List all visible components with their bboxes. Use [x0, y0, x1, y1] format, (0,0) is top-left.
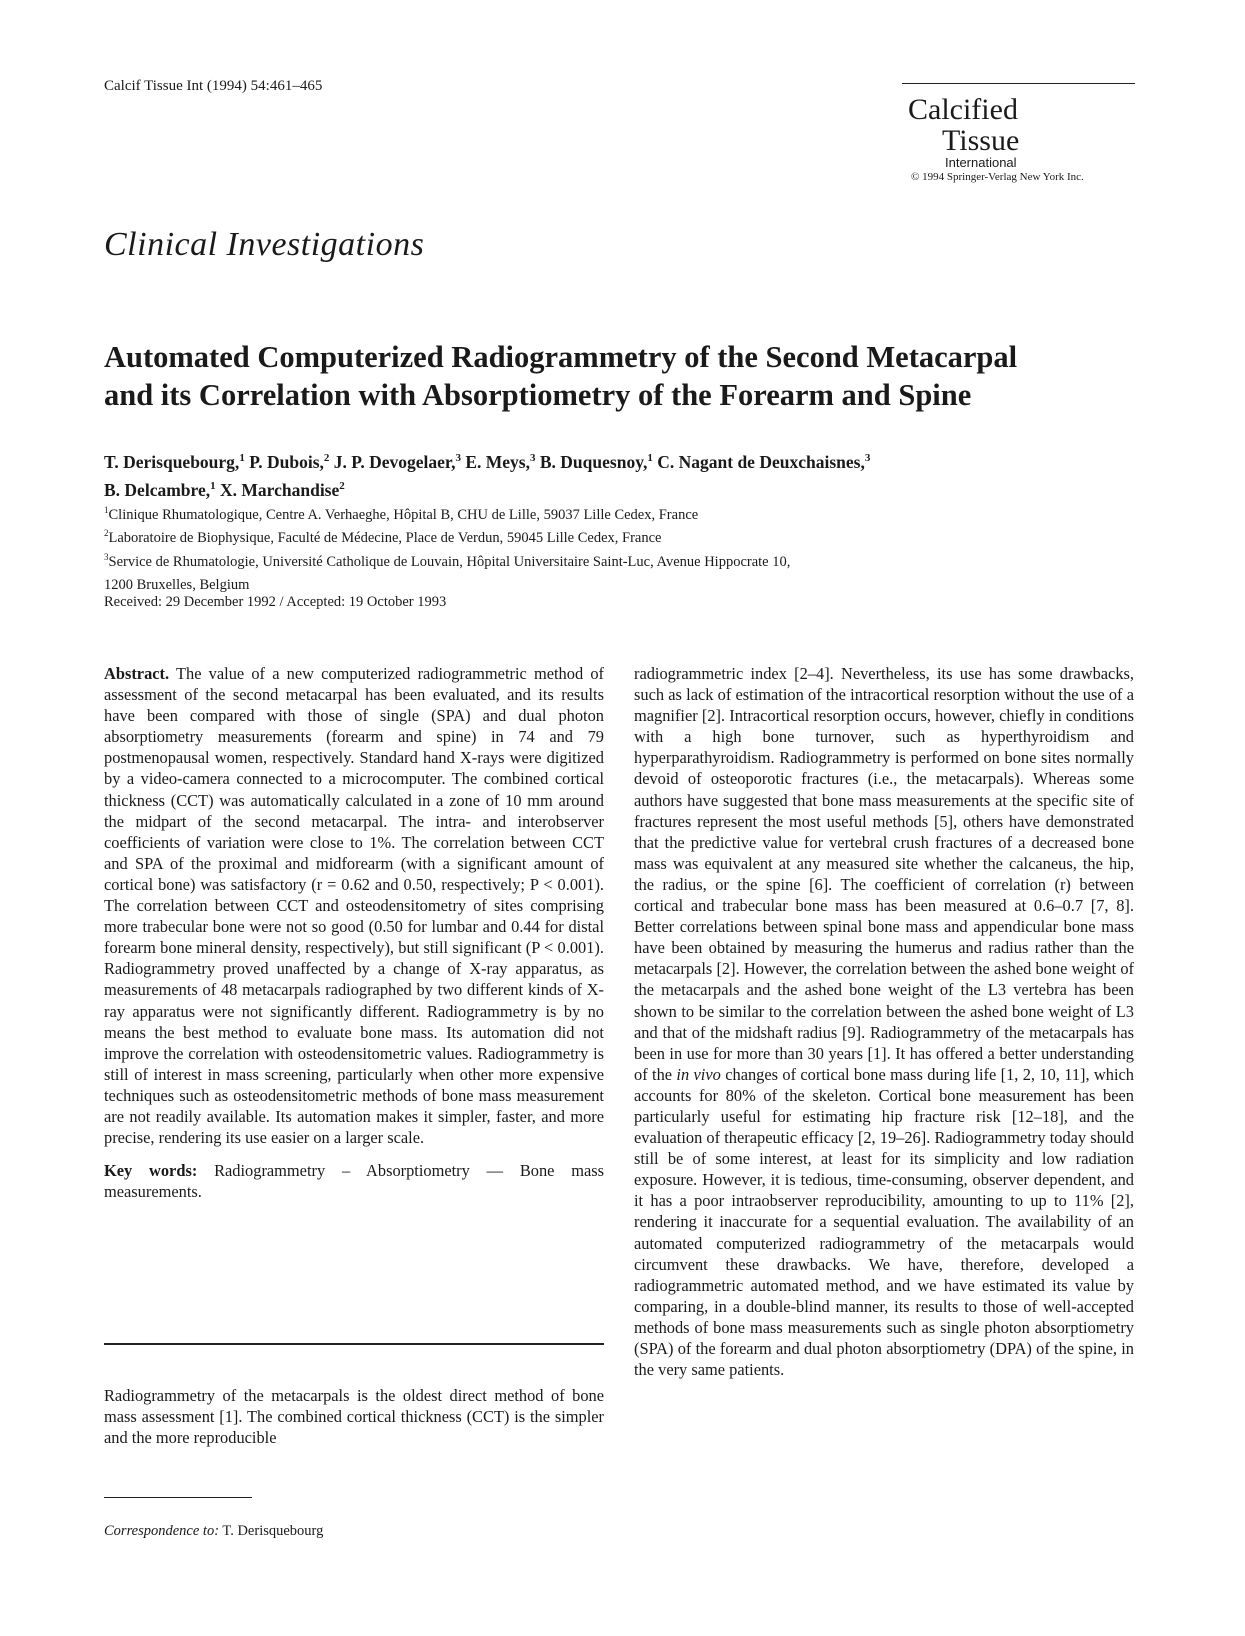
received-dates: Received: 29 December 1992 / Accepted: 19 October 1993	[104, 594, 447, 610]
affiliation: $^2$Laboratoire de Biophysique, Faculté de Médecine, Place de Verdun, 59045 Lille Cedex, France	[104, 528, 662, 547]
body-paragraph: radiogrammetric index [2–4]. Nevertheless, its use has some drawbacks, such as lack of estimation of the intracortical resorption without the use of a magnifier [2]. Intracortical resorption occurs, however, chiefly in conditions with a high bone turnover, such as hyperthyroidism and hyperparathyroidism. Radiogrammetry is performed on bone sites normally devoid of osteoporotic fractures (i.e., the metacarpals). Whereas some authors have suggested that bone mass measurements at the specific site of fractures represent the most useful methods [5], others have demonstrated that the predictive value for vertebral crush fractures of a decreased bone mass was equivalent at any measured site whether the calcaneus, the hip, the radius, or the spine [6]. The coefficient of correlation (r) between cortical and trabecular bone mass has been measured at 0.6–0.7 [7, 8]. Better correlations between spinal bone mass and appendicular bone mass have been obtained by measuring the humerus and radius rather than the metacarpals [2]. However, the correlation between the ashed bone weight of the metacarpals and the ashed bone weight of the L3 vertebra has been shown to be similar to the correlation between the ashed bone weight of L3 and that of the midshaft radius [9]. Radiogrammetry of the metacarpals has been in use for more than 30 years [1]. It has offered a better understanding of the in vivo changes of cortical bone mass during life [1, 2, 10, 11], which accounts for 80% of the skeleton. Cortical bone measurement has been particularly useful for estimating hip fracture risk [12–18], and the evaluation of therapeutic efficacy [2, 19–26]. Radiogrammetry today should still be of some interest, at least for its simplicity and low radiation exposure. However, it is tedious, time-consuming, observer dependent, and it has a poor intraobserver reproducibility, amounting to up to 11% [2], rendering it inaccurate for a sequential evaluation. The availability of an automated computerized radiogrammetry of the metacarpals would circumvent these drawbacks. We have, therefore, developed a radiogrammetric automated method, and we have estimated its value by comparing, in a double-blind manner, its results to those of well-accepted methods of bone mass measurements such as single photon absorptiometry (SPA) of the forearm and dual photon absorptiometry (DPA) of the spine, in the very same patients.	[634, 664, 1134, 1380]
section-heading: Clinical Investigations	[104, 226, 425, 263]
author-list	[104, 446, 1164, 502]
title-line-1: Automated Computerized Radiogrammetry of the Second Metacarpal	[104, 340, 1018, 374]
keywords-label: Key words:	[104, 1161, 198, 1181]
affiliation: $^3$Service de Rhumatologie, Université Catholique de Louvain, Hôpital Universitaire Saint-Luc, Avenue Hippocrate 10,	[104, 551, 791, 570]
journal-name-line1: Calcified	[908, 93, 1018, 126]
intro-paragraph: Radiogrammetry of the metacarpals is the oldest direct method of bone mass assessment [1]. The combined cortical thickness (CCT) is the simpler and the more reproducible	[104, 1386, 604, 1448]
abstract-separator	[104, 1343, 604, 1345]
author: B. Delcambre,$^1$	[104, 479, 216, 500]
article-title	[104, 338, 1164, 414]
affiliation: 1200 Bruxelles, Belgium	[104, 576, 250, 593]
journal-logo	[908, 94, 1138, 184]
author: X. Marchandise$^2$	[220, 479, 345, 500]
affiliation-list	[104, 501, 1144, 594]
abstract-text: The value of a new computerized radiogrammetric method of assessment of the second metacarpal has been evaluated, and its results have been compared with those of single (SPA) and dual photon absorptiometry measurements (forearm and spine) in 74 and 79 postmenopausal women, respectively. Standard hand X-rays were digitized by a video-camera connected to a microcomputer. The combined cortical thickness (CCT) was automatically calculated in a zone of 10 mm around the midpart of the second metacarpal. The intra- and interobserver coefficients of variation were close to 1%. The correlation between CCT and SPA of the proximal and midforearm (with a significant amount of cortical bone) was satisfactory (r = 0.62 and 0.50, respectively; P < 0.001). The correlation between CCT and osteodensitometry of sites comprising more trabecular bone were not so good (0.50 for lumbar and 0.44 for distal forearm bone mineral density, respectively), but still significant (P < 0.001). Radiogrammetry proved unaffected by a change of X-ray apparatus, as measurements of 48 metacarpals radiographed by two different kinds of X-ray apparatus were not significantly different. Radiogrammetry is by no means the best method to evaluate bone mass. Its automation did not improve the correlation with osteodensitometric values. Radiogrammetry is still of interest in mass screening, particularly when other more expensive techniques such as osteodensitometric methods of bone mass measurement are not readily available. Its automation makes it simpler, faster, and more precise, rendering its use easier on a larger scale.	[104, 664, 604, 1148]
author: J. P. Devogelaer,$^3$	[333, 451, 461, 472]
author: T. Derisquebourg,$^1$	[104, 451, 245, 472]
journal-citation: Calcif Tissue Int (1994) 54:461–465	[104, 78, 323, 94]
copyright-notice: © 1994 Springer-Verlag New York Inc.	[911, 171, 1084, 183]
right-column	[634, 663, 1134, 1380]
author: B. Duquesnoy,$^1$	[539, 451, 653, 472]
journal-name-line3: International	[945, 155, 1017, 170]
author: P. Dubois,$^2$	[249, 451, 330, 472]
left-column	[104, 663, 604, 1202]
title-line-2: and its Correlation with Absorptiometry of the Forearm and Spine	[104, 378, 972, 412]
abstract-label: Abstract.	[104, 664, 170, 683]
footnote-rule	[104, 1497, 252, 1498]
correspondence-footnote: Correspondence to: T. Derisquebourg	[104, 1523, 324, 1539]
affiliation: $^1$Clinique Rhumatologique, Centre A. Verhaeghe, Hôpital B, CHU de Lille, 59037 Lille Cedex, France	[104, 505, 699, 523]
journal-name-line2: Tissue	[942, 124, 1020, 157]
author: C. Nagant de Deuxchaisnes,$^3$	[657, 451, 871, 472]
keywords	[104, 1160, 604, 1202]
journal-header-rule	[902, 83, 1135, 84]
keywords-text: Radiogrammetry – Absorptiometry — Bone mass measurements.	[104, 1161, 605, 1202]
abstract	[104, 663, 604, 1148]
author: E. Meys,$^3$	[465, 451, 536, 472]
